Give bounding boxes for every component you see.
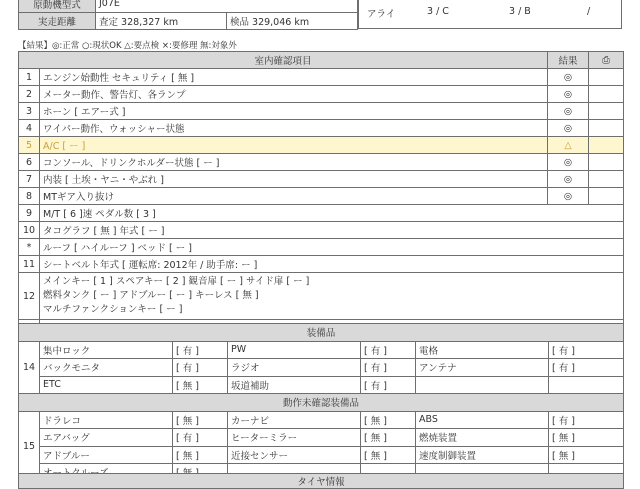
- row-label: メーター動作、警告灯、各ランプ: [40, 86, 548, 103]
- row-number: 1: [19, 69, 40, 86]
- alignment-value-2: 3 / B: [509, 6, 531, 17]
- unconfirmed-title: 動作未確認装備品: [19, 394, 624, 412]
- tire-info-header: [18, 473, 624, 489]
- equip-name: アドブルー: [40, 446, 173, 464]
- equip-value: [ 有 ]: [361, 341, 416, 359]
- transmission-info: M/T [ 6 ]速 ペダル数 [ 3 ]: [40, 205, 624, 222]
- check-row-4: [19, 120, 624, 137]
- row-result: ◎: [548, 69, 589, 86]
- row-label: A/C [ ー ]: [40, 137, 548, 154]
- check-row-6: [19, 154, 624, 171]
- equip-name: 燃焼装置: [416, 429, 549, 447]
- result-header: 結果: [548, 52, 589, 69]
- engine-model-label: 原動機型式: [19, 0, 96, 13]
- equip-value: [549, 376, 624, 394]
- keys-line-3: マルチファンクションキー [ ー ]: [43, 304, 183, 315]
- equip-name: エアバッグ: [40, 429, 173, 447]
- equipment-row-2: [19, 359, 624, 377]
- row-label: 内装 [ 土埃・ヤニ・やぶれ ]: [40, 171, 548, 188]
- row-note: [589, 69, 624, 86]
- alignment-box: [358, 0, 622, 29]
- row-number: 9: [19, 205, 40, 222]
- equip-value: [ 有 ]: [173, 341, 228, 359]
- equip-name: [416, 376, 549, 394]
- check-row-12: [19, 273, 624, 320]
- check-row-8: [19, 188, 624, 205]
- row-note: [589, 154, 624, 171]
- row-number: 5: [19, 137, 40, 154]
- check-row-1: [19, 69, 624, 86]
- row-label: エンジン始動性 セキュリティ [ 無 ]: [40, 69, 548, 86]
- unconfirmed-row-3: [19, 446, 624, 464]
- check-row-10: [19, 222, 624, 239]
- equip-name: ABS: [416, 411, 549, 429]
- equip-value: [ 有 ]: [361, 376, 416, 394]
- row-label: MTギア入り抜け: [40, 188, 548, 205]
- equip-name: ドラレコ: [40, 411, 173, 429]
- check-row-2: [19, 86, 624, 103]
- equip-value: [ 無 ]: [549, 429, 624, 447]
- row-note: [589, 171, 624, 188]
- equip-value: [ 無 ]: [173, 411, 228, 429]
- row-number: 14: [19, 341, 40, 394]
- row-result: ◎: [548, 120, 589, 137]
- row-result: ◎: [548, 154, 589, 171]
- vehicle-info-table: [18, 0, 358, 30]
- check-row-9: [19, 205, 624, 222]
- equip-name: バックモニタ: [40, 359, 173, 377]
- equip-value: [ 有 ]: [173, 359, 228, 377]
- keys-line-2: 燃料タンク [ ー ] アドブルー [ ー ] キーレス [ 無 ]: [43, 290, 259, 301]
- print-icon: ⎙: [602, 54, 610, 66]
- row-note: [589, 120, 624, 137]
- equip-name: 速度制御装置: [416, 446, 549, 464]
- alignment-value-1: 3 / C: [427, 6, 449, 17]
- unconfirmed-row-1: [19, 411, 624, 429]
- checklist-title: 室内確認項目: [19, 52, 548, 69]
- engine-model-value: J07E: [96, 0, 358, 13]
- equip-value: [ 有 ]: [173, 429, 228, 447]
- equip-value: [ 無 ]: [361, 411, 416, 429]
- row-number: 11: [19, 256, 40, 273]
- mileage-label: 実走距離: [19, 13, 96, 30]
- result-legend: 【結果】◎:正常 ○:現状OK △:要点検 ×:要修理 無:対象外: [18, 41, 237, 51]
- roof-info: ルーフ [ ハイルーフ ] ベッド [ ー ]: [40, 239, 624, 256]
- mileage-inspected: 検品 329,046 km: [227, 13, 358, 30]
- alignment-value-3: /: [587, 6, 591, 17]
- check-row-5: [19, 137, 624, 154]
- row-note: [589, 188, 624, 205]
- keys-line-1: メインキー [ 1 ] スペアキー [ 2 ] 観音扉 [ ー ] サイド扉 [ ー ]: [43, 276, 310, 287]
- row-number: *: [19, 239, 40, 256]
- row-note: [589, 137, 624, 154]
- equip-name: 近接センサー: [228, 446, 361, 464]
- tire-info-title: タイヤ情報: [297, 477, 345, 488]
- row-number: 12: [19, 273, 40, 320]
- equipment-table: [18, 323, 624, 482]
- seatbelt-info: シートベルト年式 [ 運転席: 2012年 / 助手席: ー ]: [40, 256, 624, 273]
- equip-name: 電格: [416, 341, 549, 359]
- row-result: ◎: [548, 171, 589, 188]
- equipment-title: 装備品: [19, 324, 624, 342]
- row-number: 3: [19, 103, 40, 120]
- equip-name: カーナビ: [228, 411, 361, 429]
- equip-name: PW: [228, 341, 361, 359]
- equip-value: [ 有 ]: [549, 341, 624, 359]
- row-number: 10: [19, 222, 40, 239]
- equip-value: [ 有 ]: [549, 359, 624, 377]
- equip-value: [ 無 ]: [361, 446, 416, 464]
- mileage-assessed: 査定 328,327 km: [96, 13, 227, 30]
- row-result: ◎: [548, 86, 589, 103]
- equip-value: [ 無 ]: [173, 376, 228, 394]
- row-number: 2: [19, 86, 40, 103]
- equipment-row-3: [19, 376, 624, 394]
- interior-checklist: [18, 51, 624, 337]
- row-number: 7: [19, 171, 40, 188]
- tachograph-info: タコグラフ [ 無 ] 年式 [ ー ]: [40, 222, 624, 239]
- equip-name: ETC: [40, 376, 173, 394]
- equip-name: 集中ロック: [40, 341, 173, 359]
- equip-value: [ 無 ]: [173, 446, 228, 464]
- row-note: [589, 86, 624, 103]
- equip-value: [ 無 ]: [549, 446, 624, 464]
- row-label: ホーン [ エアー式 ]: [40, 103, 548, 120]
- alignment-label: アライ: [367, 9, 396, 20]
- equip-value: [ 無 ]: [361, 429, 416, 447]
- row-result: ◎: [548, 103, 589, 120]
- equip-value: [ 有 ]: [549, 411, 624, 429]
- row-number: 15: [19, 411, 40, 481]
- keys-info: [40, 273, 624, 320]
- row-number: 4: [19, 120, 40, 137]
- check-row-7: [19, 171, 624, 188]
- check-row-roof: [19, 239, 624, 256]
- row-note: [589, 103, 624, 120]
- row-number: 8: [19, 188, 40, 205]
- print-header-cell: [589, 52, 624, 69]
- equip-name: ラジオ: [228, 359, 361, 377]
- row-result: △: [548, 137, 589, 154]
- check-row-3: [19, 103, 624, 120]
- row-number: 6: [19, 154, 40, 171]
- row-label: ワイパー動作、ウォッシャー状態: [40, 120, 548, 137]
- equip-name: ヒーターミラー: [228, 429, 361, 447]
- equipment-row-1: [19, 341, 624, 359]
- row-result: ◎: [548, 188, 589, 205]
- equip-name: アンテナ: [416, 359, 549, 377]
- unconfirmed-row-2: [19, 429, 624, 447]
- equip-value: [ 有 ]: [361, 359, 416, 377]
- check-row-11: [19, 256, 624, 273]
- row-label: コンソール、ドリンクホルダー状態 [ ー ]: [40, 154, 548, 171]
- equip-name: 坂道補助: [228, 376, 361, 394]
